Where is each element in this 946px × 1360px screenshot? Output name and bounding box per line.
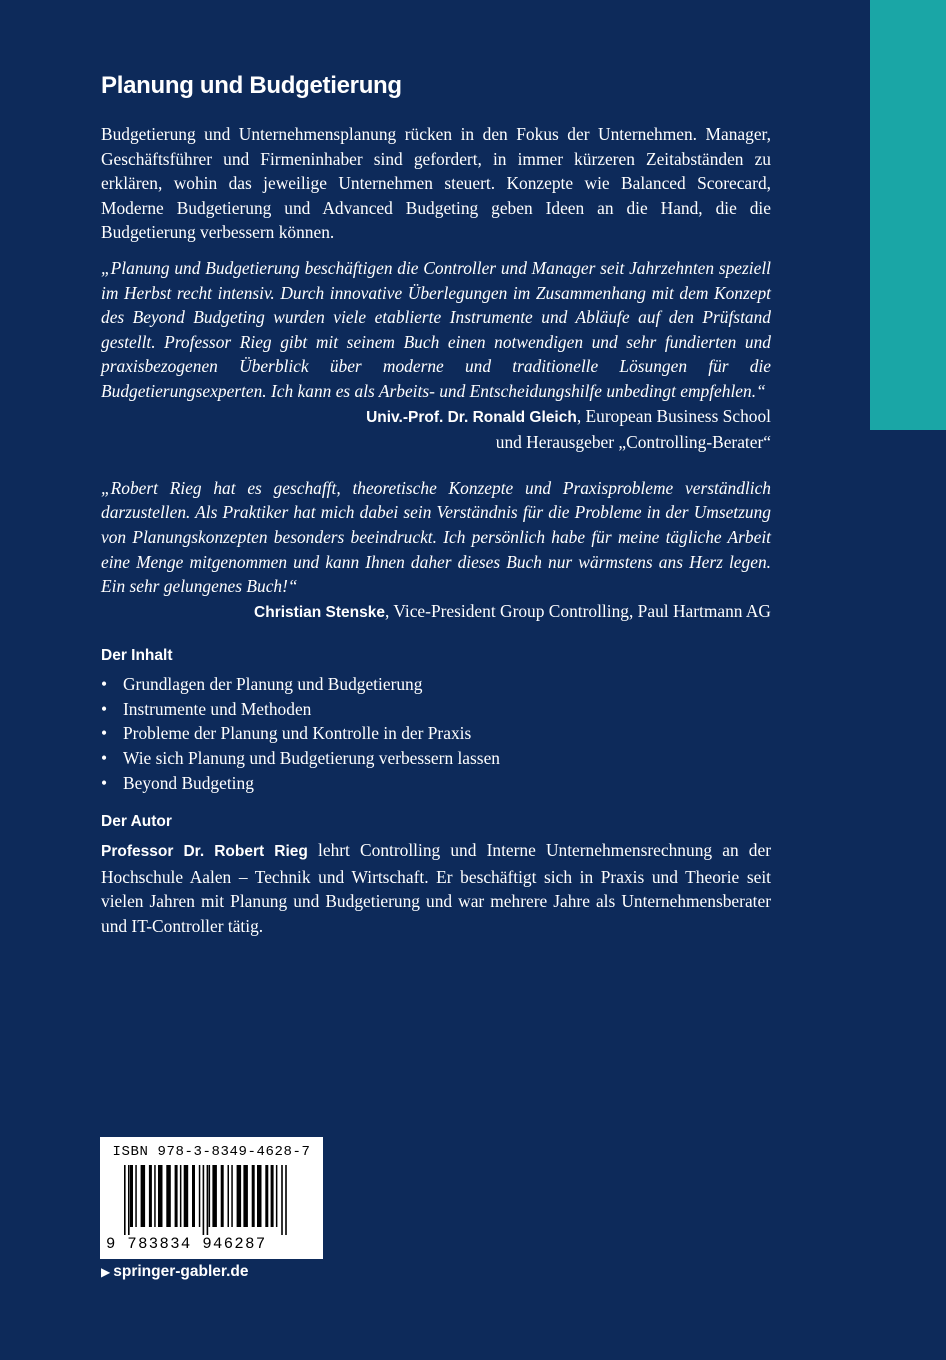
barcode-bar bbox=[209, 1165, 211, 1227]
barcode-bar bbox=[257, 1165, 262, 1227]
contents-heading: Der Inhalt bbox=[101, 647, 173, 665]
teal-accent-strip bbox=[870, 0, 946, 430]
barcode-bar bbox=[141, 1165, 146, 1227]
bullet-icon: • bbox=[101, 698, 108, 719]
quote-2-affiliation: , Vice-President Group Controlling, Paul Hartmann AG bbox=[384, 600, 771, 621]
author-name: Professor Dr. Robert Rieg bbox=[101, 843, 308, 861]
list-item-text: Wie sich Planung und Budgetierung verbessern lassen bbox=[123, 748, 500, 769]
barcode-bar bbox=[158, 1165, 163, 1227]
quote-1-text: „Planung und Budgetierung beschäftigen die Controller und Manager seit Jahrzehnten speziell im Herbst recht intensiv. Durch innovative Überlegungen im Zusammenhang mit dem Konzept des Beyond Budgeting wurden viele etablierte Instrumente und Abläufe auf den Prüfstand gestellt. Professor Rieg gibt mit seinem Buch einen notwendigen und sehr fundierten und praxisbezogenen Überblick über moderne und traditionelle Lösungen für die Budgetierungsexperten. Ich kann es als Arbeits- und Entscheidungshilfe unbedingt empfehlen.“ bbox=[101, 257, 771, 401]
barcode-bar bbox=[207, 1165, 209, 1235]
quote-1-affiliation: , European Business School bbox=[576, 405, 771, 426]
barcode-bar bbox=[243, 1165, 248, 1227]
book-title: Planung und Budgetierung bbox=[101, 72, 402, 99]
bullet-icon: • bbox=[101, 674, 108, 695]
arrow-right-icon: ▶ bbox=[101, 1265, 111, 1279]
list-item bbox=[101, 721, 771, 746]
barcode-bar bbox=[192, 1165, 195, 1227]
author-bio: lehrt Controlling und Interne Unternehmensrechnung an der Hochschule Aalen – Technik und Wirtschaft. Er beschäftigt sich in Praxis und Theorie seit vielen Jahren mit Planung und Budgetierung und war mehrere Jahre als Unternehmensberater und IT-Controller tätig. bbox=[101, 840, 771, 937]
list-item bbox=[101, 771, 771, 796]
barcode-bar bbox=[199, 1165, 201, 1227]
barcode-bar bbox=[130, 1165, 133, 1227]
barcode-bar bbox=[228, 1165, 230, 1227]
quote-block-2 bbox=[101, 476, 771, 626]
barcode-bar bbox=[271, 1165, 274, 1227]
intro-paragraph: Budgetierung und Unternehmensplanung rücken in den Fokus der Unternehmen. Manager, Geschäftsführer und Firmeninhaber sind gefordert, in immer kürzeren Zeitabständen zu erklären, wohin das jeweilige Unternehmen steuert. Konzepte wie Balanced Scorecard, Moderne Budgetierung und Advanced Budgeting geben Ideen an die Hand, die die Budgetierung verbessern können. bbox=[101, 124, 771, 243]
barcode-bar bbox=[166, 1165, 171, 1227]
list-item bbox=[101, 746, 771, 771]
bullet-icon: • bbox=[101, 723, 108, 744]
barcode-bar bbox=[184, 1165, 189, 1227]
barcode-bar bbox=[281, 1165, 283, 1235]
barcode-bar bbox=[203, 1165, 205, 1235]
author-heading: Der Autor bbox=[101, 813, 172, 831]
barcode-bar bbox=[154, 1165, 156, 1227]
quote-1-affiliation-2: und Herausgeber „Controlling-Berater“ bbox=[495, 432, 771, 453]
quote-2-author: Christian Stenske bbox=[254, 603, 385, 621]
isbn-barcode bbox=[100, 1137, 323, 1259]
bullet-icon: • bbox=[101, 748, 108, 769]
quote-1-author: Univ.-Prof. Dr. Ronald Gleich bbox=[366, 408, 577, 426]
publisher-link[interactable] bbox=[101, 1263, 248, 1281]
barcode-bar bbox=[135, 1165, 137, 1227]
barcode-bar bbox=[124, 1165, 126, 1235]
isbn-label: ISBN 978-3-8349-4628-7 bbox=[112, 1144, 311, 1160]
list-item bbox=[101, 672, 771, 697]
list-item-text: Probleme der Planung und Kontrolle in der Praxis bbox=[123, 723, 472, 744]
barcode-bar bbox=[285, 1165, 287, 1235]
author-paragraph bbox=[101, 838, 771, 938]
list-item-text: Beyond Budgeting bbox=[123, 772, 254, 793]
publisher-url: springer-gabler.de bbox=[113, 1263, 249, 1280]
bullet-icon: • bbox=[101, 772, 108, 793]
barcode-bar bbox=[276, 1165, 278, 1227]
barcode-bar bbox=[212, 1165, 217, 1227]
list-item-text: Grundlagen der Planung und Budgetierung bbox=[123, 674, 423, 695]
contents-list bbox=[101, 672, 771, 795]
barcode-bar bbox=[237, 1165, 242, 1227]
quote-block-1 bbox=[101, 256, 771, 455]
barcode-bar bbox=[149, 1165, 152, 1227]
back-cover-content bbox=[101, 72, 771, 939]
quote-2-attribution bbox=[101, 599, 771, 626]
barcode-bars bbox=[100, 1163, 323, 1235]
list-item-text: Instrumente und Methoden bbox=[123, 698, 312, 719]
ean-digits: 9 783834 946287 bbox=[106, 1235, 267, 1253]
barcode-bar bbox=[231, 1165, 233, 1227]
barcode-bar bbox=[128, 1165, 130, 1235]
barcode-bar bbox=[175, 1165, 178, 1227]
list-item bbox=[101, 697, 771, 722]
quote-2-text: „Robert Rieg hat es geschafft, theoretische Konzepte und Praxisprobleme verständlich darzustellen. Als Praktiker hat mich dabei sein Verständnis für die Probleme in der Umsetzung von Planungskonzepten besonders beeindruckt. Ich persönlich habe für meine tägliche Arbeit eine Menge mitgenommen und kann Ihnen daher dieses Buch nur wärmstens ans Herz legen. Ein sehr gelungenes Buch!“ bbox=[101, 477, 771, 597]
quote-1-attribution bbox=[101, 404, 771, 455]
barcode-bar bbox=[180, 1165, 182, 1227]
barcode-bar bbox=[252, 1165, 255, 1227]
barcode-bar bbox=[221, 1165, 224, 1227]
barcode-bar bbox=[265, 1165, 268, 1227]
